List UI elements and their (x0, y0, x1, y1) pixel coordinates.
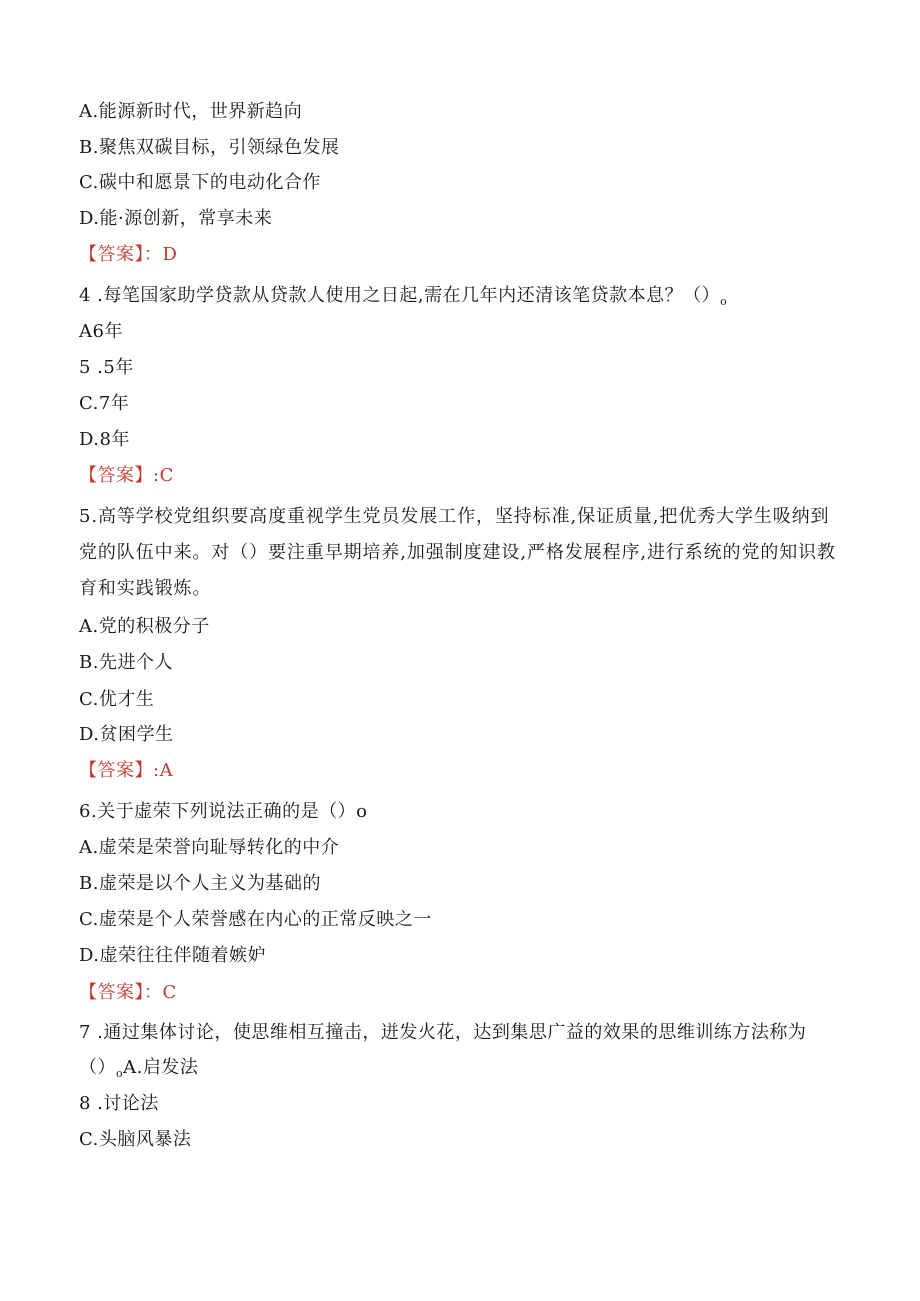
question-7-suffix: o (116, 1067, 124, 1080)
question-5-line-1: 5.高等学校党组织要高度重视学生党员发展工作，坚持标准,保证质量,把优秀大学生吸纳到 (79, 506, 830, 527)
option-b-dual-carbon: B.聚焦双碳目标，引领绿色发展 (79, 137, 340, 158)
option-d-poor-student: D.贫困学生 (79, 724, 174, 745)
answer-value: ：C (144, 982, 177, 1003)
option-a-vanity-intermediary: A.虚荣是荣誉向耻辱转化的中介 (79, 837, 340, 858)
option-d-8-years: D.8年 (79, 429, 130, 450)
question-4-suffix: o (720, 295, 728, 308)
option-c-talented-student: C.优才生 (79, 689, 155, 710)
answer-line-q3 (79, 244, 177, 266)
option-a-party-activist: A.党的积极分子 (79, 616, 210, 637)
question-7-line-1: 7 .通过集体讨论，使思维相互撞击，迸发火花，达到集思广益的效果的思维训练方法称为 (79, 1022, 807, 1043)
question-6: 6.关于虚荣下列说法正确的是（）o (79, 801, 368, 822)
option-a-inspiration: A.启发法 (123, 1057, 199, 1078)
option-discussion-method: 8 .讨论法 (79, 1093, 159, 1114)
option-d-vanity-jealousy: D.虚荣往往伴随着嫉妒 (79, 945, 267, 966)
answer-value: :C (153, 465, 174, 486)
option-d-energy-innovation: D.能·源创新，常享未来 (79, 208, 273, 229)
answer-label: 【答案】 (79, 244, 144, 265)
question-4-text: 4 .每笔国家助学贷款从贷款人使用之日起,需在几年内还清该笔贷款本息？（） (79, 285, 721, 306)
option-b-vanity-individualism: B.虚荣是以个人主义为基础的 (79, 873, 321, 894)
answer-label: 【答案】 (79, 760, 153, 781)
option-b-advanced-individual: B.先进个人 (79, 652, 173, 673)
question-4 (79, 285, 727, 313)
question-5-line-2: 党的队伍中来。对（）要注重早期培养,加强制度建设,严格发展程序,进行系统的党的知识教 (79, 542, 836, 563)
option-c-7-years: C.7年 (79, 393, 130, 414)
option-5-years: 5 .5年 (79, 357, 134, 378)
option-a-6-years: A6年 (79, 321, 123, 342)
answer-label: 【答案】 (79, 465, 153, 486)
option-a-energy-era: A.能源新时代，世界新趋向 (79, 101, 303, 122)
question-7-bracket: （） (79, 1057, 116, 1078)
answer-label: 【答案】 (79, 982, 144, 1003)
question-7-line-2 (79, 1057, 198, 1085)
answer-line-q5 (79, 760, 173, 782)
question-5-line-3: 育和实践锻炼。 (79, 578, 212, 599)
option-c-carbon-neutral: C.碳中和愿景下的电动化合作 (79, 172, 321, 193)
answer-line-q6 (79, 982, 177, 1004)
answer-value: ：D (144, 244, 178, 265)
option-c-brainstorming: C.头脑风暴法 (79, 1129, 192, 1150)
answer-value: :A (153, 760, 174, 781)
option-c-vanity-normal-reflection: C.虚荣是个人荣誉感在内心的正常反映之一 (79, 909, 432, 930)
answer-line-q4 (79, 465, 174, 487)
